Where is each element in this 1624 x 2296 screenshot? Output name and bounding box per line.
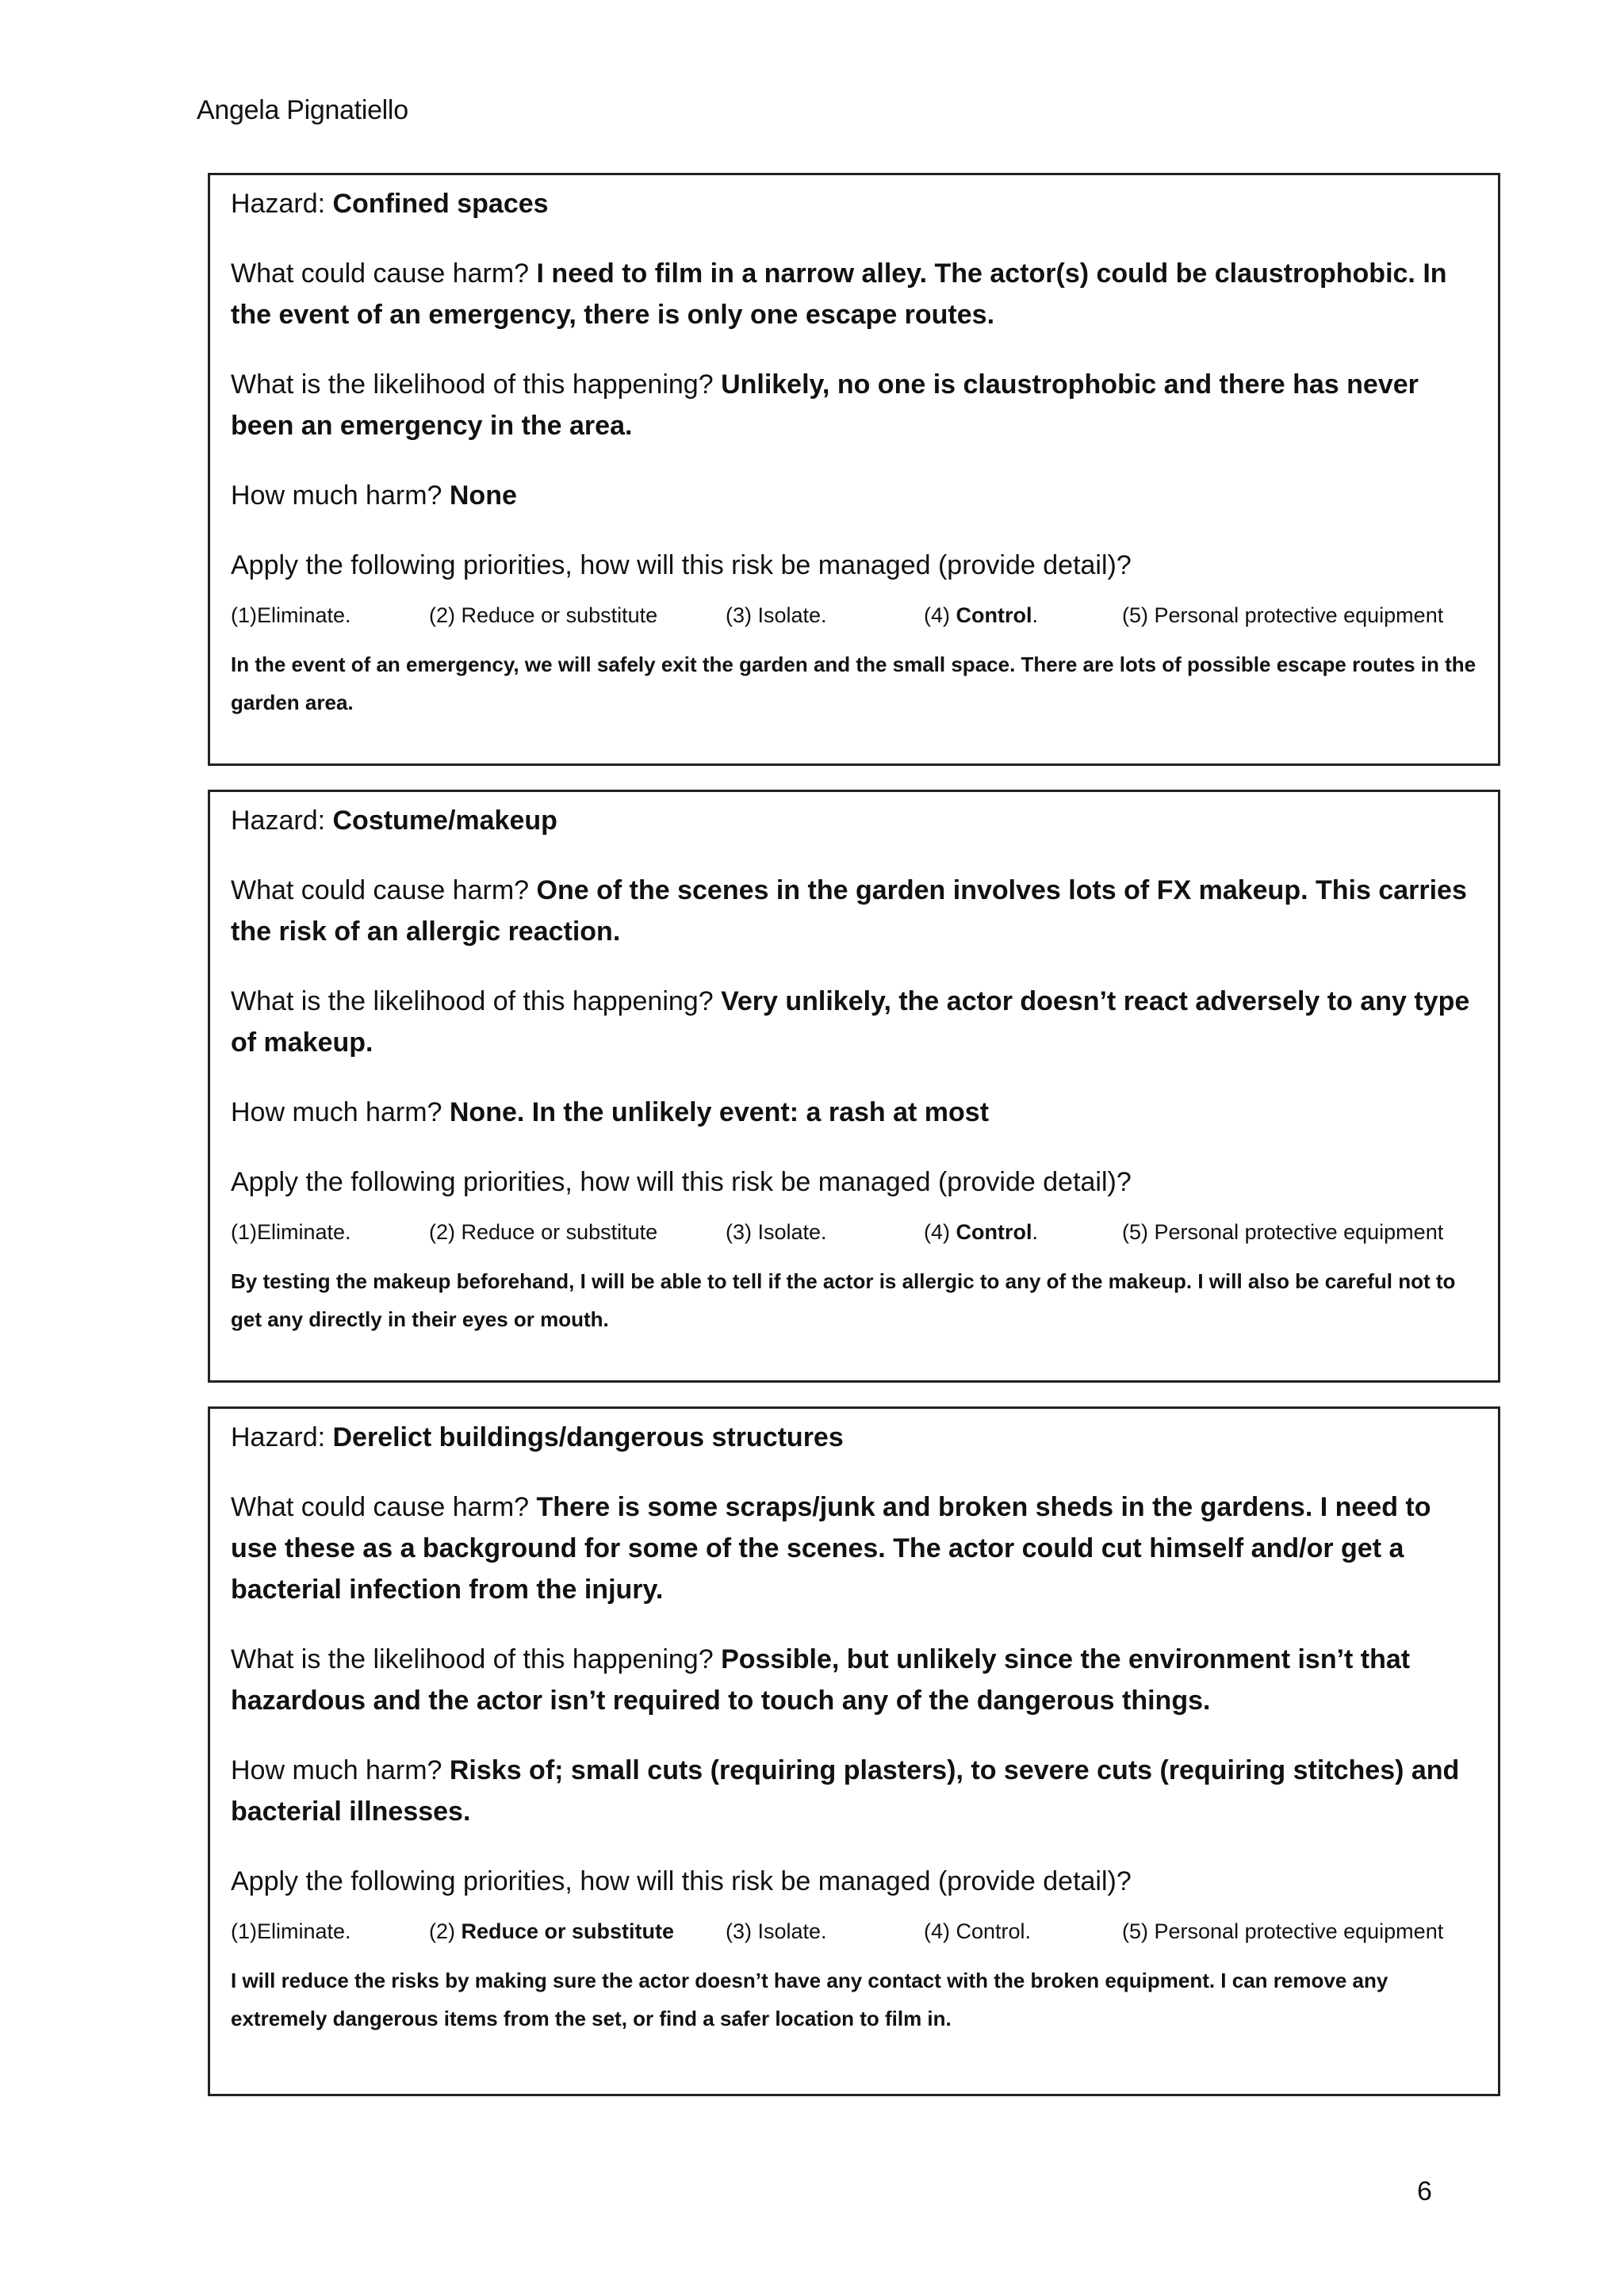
page-number: 6: [1417, 2176, 1432, 2206]
cause-line: [231, 253, 1479, 335]
priority-reduce: (2) Reduce or substitute: [429, 1220, 658, 1244]
priorities-row: [231, 603, 1479, 628]
likelihood-line: [231, 1639, 1479, 1721]
management-detail: I will reduce the risks by making sure the actor doesn’t have any contact with the broken equipment. I can remove any extremely dangerous items from the set, or find a safer location to film in.: [231, 1969, 1388, 2030]
hazard-box-confined-spaces: [208, 173, 1500, 766]
harm-line: [231, 1092, 1479, 1133]
hazard-box-derelict-buildings: [208, 1406, 1500, 2096]
priority-control-selected: (4) Control.: [924, 1220, 1038, 1244]
apply-line: Apply the following priorities, how will this risk be managed (provide detail)?: [231, 1167, 1132, 1197]
cause-line: [231, 870, 1479, 952]
apply-line: Apply the following priorities, how will this risk be managed (provide detail)?: [231, 1866, 1132, 1896]
harm-text: None: [449, 480, 517, 511]
priorities-row: [231, 1919, 1479, 1944]
cause-label: What could cause harm?: [231, 1492, 537, 1522]
hazard-title: Derelict buildings/dangerous structures: [332, 1422, 844, 1452]
priority-isolate: (3) Isolate.: [726, 1220, 827, 1244]
cause-text: There is some scraps/junk and broken sheds in the gardens. I need to use these as a background for some of the scenes. The actor could cut himself and/or get a bacterial infection from the injury.: [231, 1492, 1431, 1605]
priority-reduce: (2) Reduce or substitute: [429, 603, 658, 627]
management-detail: In the event of an emergency, we will safely exit the garden and the small space. There are lots of possible escape routes in the garden area.: [231, 652, 1477, 714]
likelihood-label: What is the likelihood of this happening?: [231, 986, 722, 1016]
harm-text: None. In the unlikely event: a rash at most: [449, 1097, 990, 1127]
likelihood-line: [231, 364, 1479, 446]
management-detail: By testing the makeup beforehand, I will be able to tell if the actor is allergic to any of the makeup. I will also be careful not to get any directly in their eyes or mouth.: [231, 1269, 1456, 1331]
hazard-line: [231, 1417, 1479, 1458]
likelihood-text: Possible, but unlikely since the environment isn’t that hazardous and the actor isn’t required to touch any of the dangerous things.: [231, 1644, 1411, 1716]
likelihood-line: [231, 981, 1479, 1063]
harm-label: How much harm?: [231, 1097, 450, 1127]
cause-text: I need to film in a narrow alley. The actor(s) could be claustrophobic. In the event of an emergency, there is only one escape routes.: [231, 258, 1447, 330]
priority-ppe: (5) Personal protective equipment: [1122, 1919, 1444, 1943]
hazard-label: Hazard:: [231, 189, 333, 219]
hazard-label: Hazard:: [231, 806, 333, 836]
author-name: Angela Pignatiello: [197, 95, 408, 125]
cause-label: What could cause harm?: [231, 875, 537, 905]
harm-label: How much harm?: [231, 480, 450, 511]
cause-label: What could cause harm?: [231, 258, 537, 289]
likelihood-text: Unlikely, no one is claustrophobic and there has never been an emergency in the area.: [231, 369, 1419, 441]
likelihood-label: What is the likelihood of this happening?: [231, 1644, 722, 1674]
harm-line: [231, 1750, 1479, 1832]
hazard-title: Costume/makeup: [332, 806, 557, 836]
harm-line: [231, 475, 1479, 516]
priority-isolate: (3) Isolate.: [726, 603, 827, 627]
priority-eliminate: (1)Eliminate.: [231, 603, 351, 627]
hazard-line: [231, 183, 1479, 224]
hazard-box-costume-makeup: [208, 790, 1500, 1383]
priority-eliminate: (1)Eliminate.: [231, 1919, 351, 1943]
cause-text: One of the scenes in the garden involves lots of FX makeup. This carries the risk of an allergic reaction.: [231, 875, 1467, 947]
priorities-row: [231, 1220, 1479, 1245]
priority-control-selected: (4) Control.: [924, 603, 1038, 627]
likelihood-text: Very unlikely, the actor doesn’t react adversely to any type of makeup.: [231, 986, 1470, 1058]
harm-label: How much harm?: [231, 1755, 450, 1785]
likelihood-label: What is the likelihood of this happening?: [231, 369, 722, 400]
hazard-line: [231, 800, 1479, 841]
priority-isolate: (3) Isolate.: [726, 1919, 827, 1943]
priority-eliminate: (1)Eliminate.: [231, 1220, 351, 1244]
priority-reduce-selected: (2) Reduce or substitute: [429, 1919, 675, 1943]
priority-ppe: (5) Personal protective equipment: [1122, 603, 1444, 627]
hazard-title: Confined spaces: [332, 189, 549, 219]
cause-line: [231, 1487, 1479, 1610]
apply-line: Apply the following priorities, how will this risk be managed (provide detail)?: [231, 550, 1132, 580]
priority-control: (4) Control.: [924, 1919, 1032, 1943]
priority-ppe: (5) Personal protective equipment: [1122, 1220, 1444, 1244]
harm-text: Risks of; small cuts (requiring plasters), to severe cuts (requiring stitches) and bacterial illnesses.: [231, 1755, 1460, 1827]
hazard-label: Hazard:: [231, 1422, 333, 1452]
